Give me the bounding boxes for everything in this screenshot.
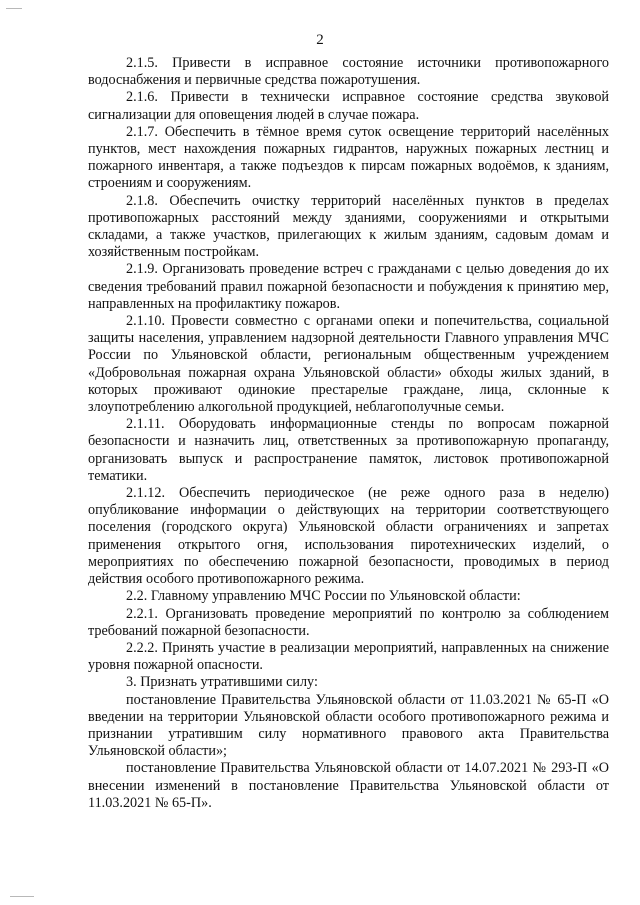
paragraph-2-1-12: 2.1.12. Обеспечить периодическое (не реже одного раза в неделю) опубликование информации о действующих на территории соответствующего поселения (городского округа) Ульяновской области ограничениях и запретах применения открытого огня, использования пиротехнических изделий, о мероприятиях по обеспечению пожарной безопасности, проводимых в период действия особого противопожарного режима. [88,485,609,588]
paragraph-2-1-9: 2.1.9. Организовать проведение встреч с гражданами с целью доведения до их сведения требований правил пожарной безопасности и побуждения к принятию мер, направленных на профилактику пожаров. [88,261,609,312]
paragraph-3: 3. Признать утратившими силу: [126,674,318,691]
paragraph-2-1-7: 2.1.7. Обеспечить в тёмное время суток освещение территорий населённых пунктов, мест нахождения пожарных гидрантов, наружных пожарных лестниц и пожарного инвентаря, а также подъездов к пирсам пожарных водоёмов, к зданиям, строениям и сооружениям. [88,123,609,192]
paragraph-2-2: 2.2. Главному управлению МЧС России по Ульяновской области: [126,588,521,605]
paragraph-2-2-1: 2.2.1. Организовать проведение мероприятий по контролю за соблюдением требований пожарной безопасности. [88,605,609,639]
paragraph-3-item-2: постановление Правительства Ульяновской области от 14.07.2021 № 293-П «О внесении изменений в постановление Правительства Ульяновской области от 11.03.2021 № 65-П». [88,760,609,811]
paragraph-2-1-6: 2.1.6. Привести в технически исправное состояние средства звуковой сигнализации для оповещения людей в случае пожара. [88,89,609,123]
paragraph-2-2-2: 2.2.2. Принять участие в реализации мероприятий, направленных на снижение уровня пожарной опасности. [88,639,609,674]
paragraph-2-1-8: 2.1.8. Обеспечить очистку территорий населённых пунктов в пределах противопожарных расстояний между зданиями, сооружениями и открытыми складами, а также участков, прилегающих к жилым зданиям, садовым домам и хозяйственным постройкам. [88,192,609,261]
paragraph-2-1-11: 2.1.11. Оборудовать информационные стенды по вопросам пожарной безопасности и назначить лиц, ответственных за противопожарную пропаганду, организовать выпуск и распространение памяток, листовок противопожарной тематики. [88,416,609,484]
scan-artifact-bottom-left [10,896,34,897]
paragraph-3-item-1: постановление Правительства Ульяновской области от 11.03.2021 № 65-П «О введении на территории Ульяновской области особого противопожарного режима и признании утратившим силу нормативного правового акта Правительства Ульяновской области»; [88,691,609,760]
document-body [88,55,609,812]
paragraph-2-1-10: 2.1.10. Провести совместно с органами опеки и попечительства, социальной защиты населения, управлением надзорной деятельности Главного управления МЧС России по Ульяновской области, региональным общественным учреждением «Добровольная пожарная охрана Ульяновской области» обходы жилых зданий, в которых проживают одинокие престарелые граждане, лица, склонные к злоупотреблению алкогольной продукцией, неблагополучные семьи. [88,313,609,416]
scan-artifact-top-left [6,8,22,9]
page-number: 2 [316,32,324,48]
paragraph-2-1-5: 2.1.5. Привести в исправное состояние источники противопожарного водоснабжения и первичные средства пожаротушения. [88,55,609,89]
